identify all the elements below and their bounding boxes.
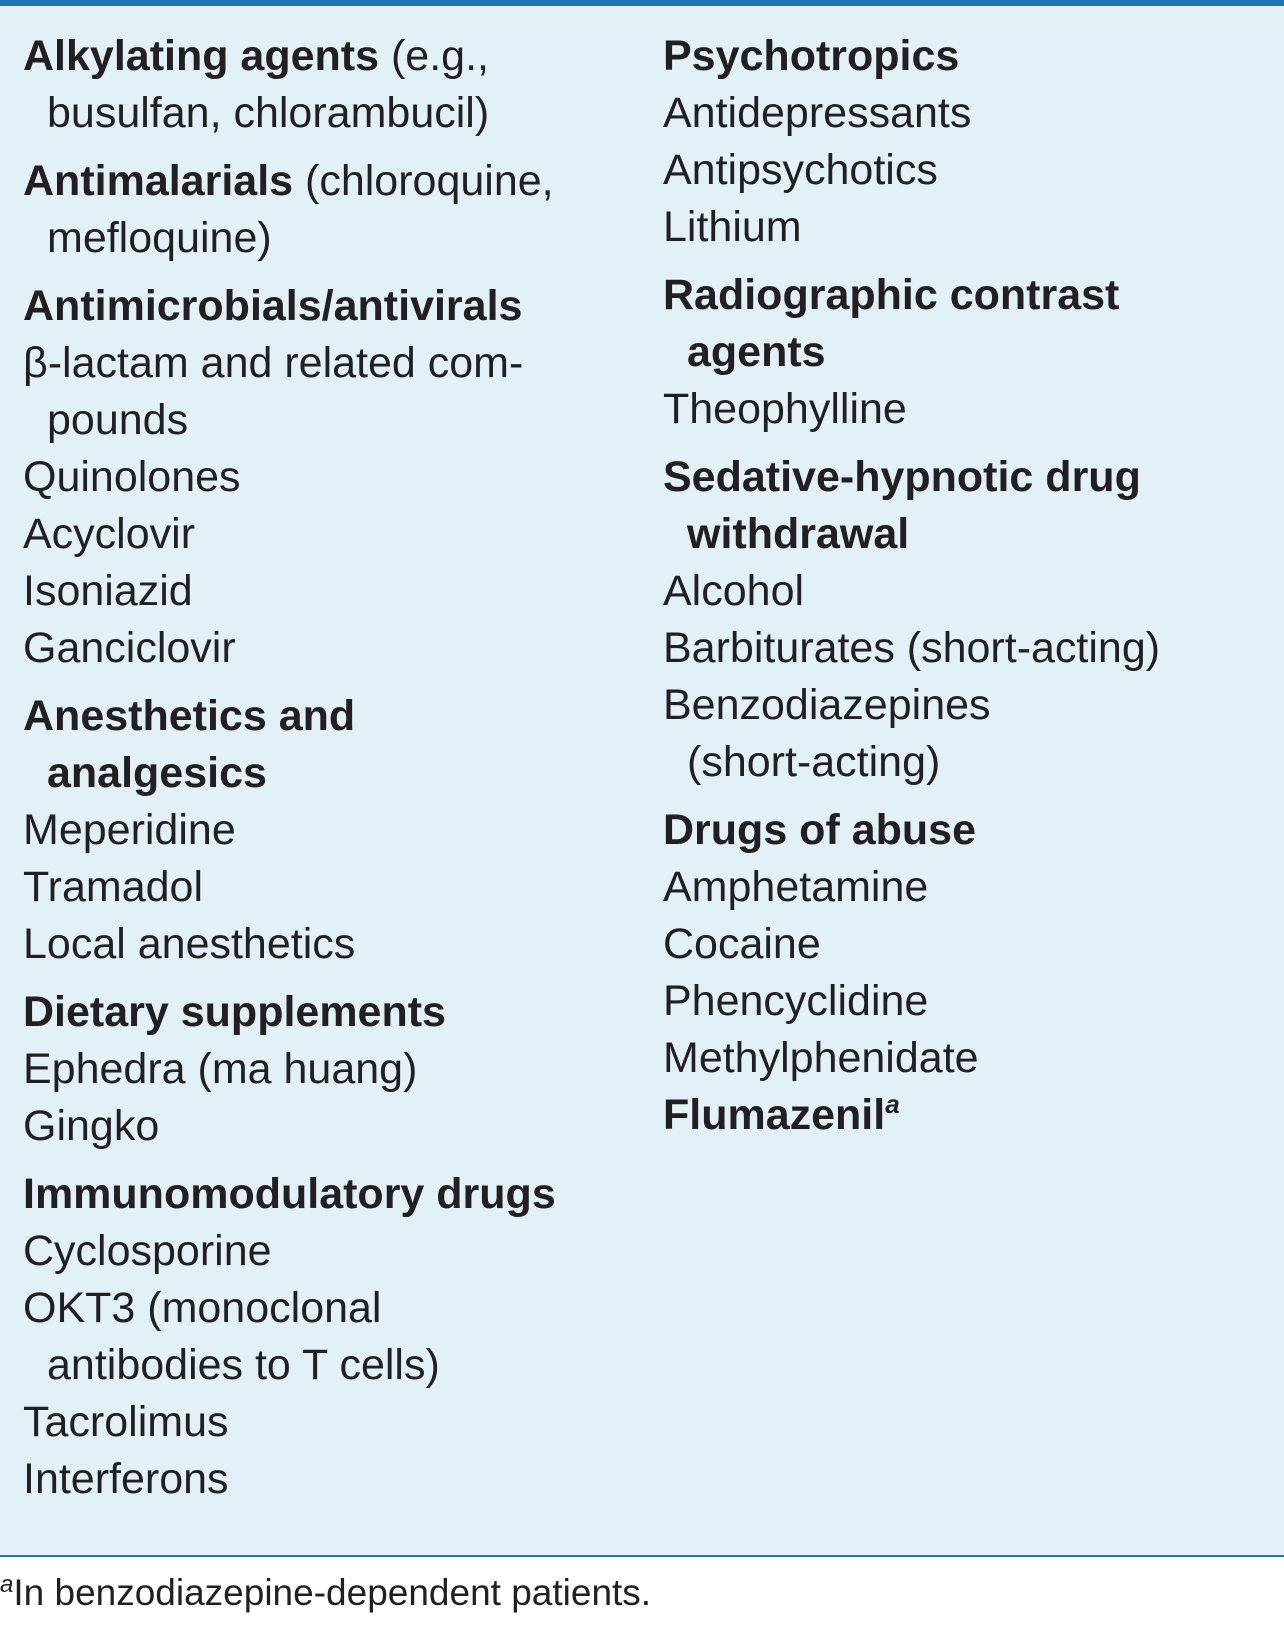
list-item: Cyclosporine (23, 1227, 272, 1275)
alkylating-agents-heading: Alkylating agents (23, 32, 380, 80)
list-item: Meperidine (23, 806, 236, 854)
table-footnote (0, 1568, 651, 1623)
list-item: Benzodiazepines (663, 681, 991, 729)
list-item: Phencyclidine (663, 977, 929, 1025)
list-item: Ganciclovir (23, 624, 236, 672)
anesthetics-heading: Anesthetics and (23, 692, 356, 740)
list-item: pounds (47, 396, 189, 444)
list-item: Gingko (23, 1102, 160, 1150)
flumazenil-heading: Flumazenil (663, 1091, 886, 1139)
sedative-heading: Sedative-hypnotic drug (663, 453, 1141, 501)
list-item: Antipsychotics (663, 146, 938, 194)
list-item: Local anesthetics (23, 920, 356, 968)
list-item: Acyclovir (23, 510, 196, 558)
alkylating-agents-examples: (e.g., (379, 32, 489, 80)
list-item: Tramadol (23, 863, 204, 911)
list-item: Antidepressants (663, 89, 972, 137)
immunomodulatory-heading: Immunomodulatory drugs (23, 1170, 556, 1218)
list-item: Ephedra (ma huang) (23, 1045, 418, 1093)
sedative-heading-cont: withdrawal (687, 510, 910, 558)
list-item: Theophylline (663, 385, 907, 433)
flumazenil-row (663, 1087, 1273, 1149)
left-column (23, 28, 623, 1508)
right-column (663, 28, 1273, 1149)
anesthetics-heading-cont: analgesics (47, 749, 267, 797)
psychotropics-heading: Psychotropics (663, 32, 960, 80)
list-item: antibodies to T cells) (47, 1341, 440, 1389)
radiographic-heading: Radiographic contrast (663, 271, 1120, 319)
antimicrobials-heading: Antimicrobials/antivirals (23, 282, 523, 330)
list-item: (short-acting) (687, 738, 941, 786)
drugs-of-abuse-heading: Drugs of abuse (663, 806, 976, 854)
list-item: Methylphenidate (663, 1034, 979, 1082)
alkylating-agents-examples-cont: busulfan, chlorambucil) (47, 89, 490, 137)
list-item: β-lactam and related com- (23, 339, 524, 387)
list-item: Quinolones (23, 453, 241, 501)
alkylating-agents-row (23, 28, 623, 85)
list-item: Amphetamine (663, 863, 929, 911)
list-item: Interferons (23, 1455, 229, 1503)
antimalarials-row (23, 153, 623, 210)
antimalarials-heading: Antimalarials (23, 157, 294, 205)
list-item: OKT3 (monoclonal (23, 1284, 382, 1332)
list-item: Isoniazid (23, 567, 193, 615)
list-item: Cocaine (663, 920, 821, 968)
list-item: Tacrolimus (23, 1398, 229, 1446)
list-item: Alcohol (663, 567, 805, 615)
dietary-supplements-heading: Dietary supplements (23, 988, 446, 1036)
footnote-marker: a (885, 1089, 900, 1119)
antimalarials-examples: (chloroquine, (293, 157, 554, 205)
antimalarials-examples-cont: mefloquine) (47, 214, 272, 262)
list-item: Lithium (663, 203, 802, 251)
footnote-marker: a (0, 1571, 14, 1598)
radiographic-heading-cont: agents (687, 328, 826, 376)
list-item: Barbiturates (short-acting) (663, 624, 1161, 672)
footnote-text: In benzodiazepine-dependent patients. (13, 1572, 652, 1613)
